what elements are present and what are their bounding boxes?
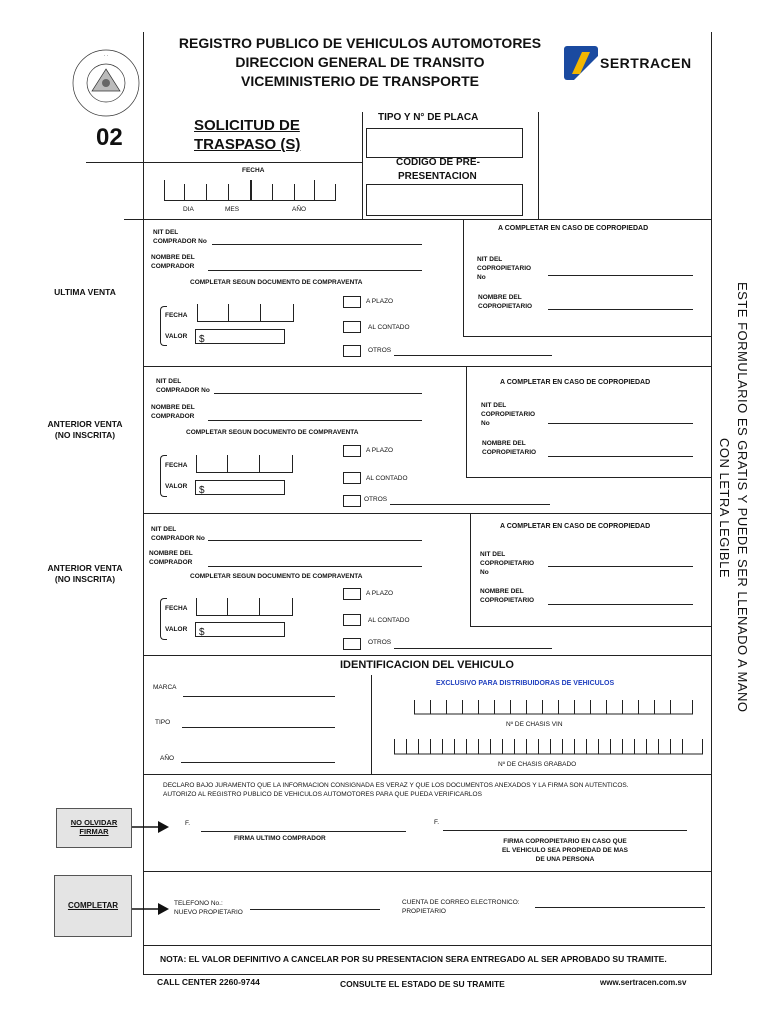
chasis-grabado-input[interactable] bbox=[394, 737, 704, 757]
consulte-tramite-text: CONSULTE EL ESTADO DE SU TRAMITE bbox=[340, 979, 505, 989]
section-2-fecha-input[interactable] bbox=[196, 455, 293, 473]
marca-label: MARCA bbox=[153, 684, 177, 691]
section-3-otros-checkbox[interactable] bbox=[343, 638, 361, 650]
placa-input[interactable] bbox=[366, 128, 523, 158]
section-1-coprop-nit-label: NIT DEL COPROPIETARIO No bbox=[477, 256, 532, 281]
header-line-1: REGISTRO PUBLICO DE VEHICULOS AUTOMOTORES bbox=[178, 35, 542, 51]
section-3-completar-note: COMPLETAR SEGUN DOCUMENTO DE COMPRAVENTA bbox=[190, 573, 363, 580]
form-title-line-1: SOLICITUD DE bbox=[194, 117, 300, 134]
section-3-valor-input[interactable] bbox=[195, 622, 285, 637]
section-3-coprop-bottom-border bbox=[470, 626, 712, 627]
header-line-3: VICEMINISTERIO DE TRANSPORTE bbox=[240, 73, 480, 89]
nota-text: NOTA: EL VALOR DEFINITIVO A CANCELAR POR SU PRESENTACION SERA ENTREGADO AL SER APROBADO SU TRAMITE. bbox=[160, 954, 667, 964]
exclusivo-distribuidoras-note: EXCLUSIVO PARA DISTRIBUIDORAS DE VEHICULOS bbox=[436, 680, 615, 687]
vehiculo-ano-input[interactable] bbox=[181, 762, 335, 763]
section-3-fecha-label: FECHA bbox=[165, 605, 188, 612]
arrow-right-icon bbox=[132, 820, 170, 834]
firma-coprop-label: FIRMA COPROPIETARIO EN CASO QUE EL VEHICULO SEA PROPIEDAD DE MAS DE UNA PERSONA bbox=[501, 838, 629, 863]
vertical-note-line-2: CON LETRA LEGIBLE bbox=[717, 438, 732, 578]
sertracen-logo-icon bbox=[564, 46, 598, 80]
section-2-dollar-sign: $ bbox=[199, 485, 205, 496]
firmas-bottom-divider bbox=[143, 871, 712, 872]
firma-coprop-f-marker: F. bbox=[434, 819, 440, 826]
arrow-right-icon bbox=[132, 902, 170, 916]
section-3-coprop-nombre-input[interactable] bbox=[548, 604, 693, 605]
fecha-mes-label: MES bbox=[225, 206, 240, 213]
section-2-coprop-title: A COMPLETAR EN CASO DE COPROPIEDAD bbox=[500, 379, 651, 386]
section-3-nombre-label: NOMBRE DEL COMPRADOR bbox=[149, 550, 193, 566]
sertracen-brand-name: SERTRACEN bbox=[600, 55, 692, 71]
section-3-bottom-divider bbox=[143, 655, 712, 656]
svg-text:· ·: · · bbox=[103, 54, 109, 59]
section-3-contado-checkbox[interactable] bbox=[343, 614, 361, 626]
section-3-plazo-checkbox[interactable] bbox=[343, 588, 361, 600]
section-1-contado-label: AL CONTADO bbox=[368, 324, 410, 331]
form-title-line-2: TRASPASO (S) bbox=[194, 136, 301, 153]
codigo-input[interactable] bbox=[366, 184, 523, 216]
tipo-input[interactable] bbox=[182, 727, 335, 728]
section-3-otros-label: OTROS bbox=[368, 639, 392, 646]
section-2-coprop-nombre-label: NOMBRE DEL COPROPIETARIO bbox=[482, 440, 537, 456]
frame-bottom bbox=[143, 974, 712, 975]
section-1-coprop-left-border bbox=[463, 219, 464, 337]
section-1-coprop-nit-input[interactable] bbox=[548, 275, 693, 276]
no-olvidar-firmar-reminder: NO OLVIDAR FIRMAR bbox=[56, 808, 132, 848]
section-1-fecha-label: FECHA bbox=[165, 312, 188, 319]
section-3-coprop-title: A COMPLETAR EN CASO DE COPROPIEDAD bbox=[500, 523, 651, 530]
section-3-nombre-input[interactable] bbox=[208, 566, 422, 567]
chasis-grabado-label: Nº DE CHASIS GRABADO bbox=[498, 761, 577, 768]
section-1-valor-label: VALOR bbox=[165, 333, 188, 340]
vertical-note bbox=[717, 282, 760, 752]
national-seal-icon bbox=[68, 45, 144, 121]
header-line-2: DIRECCION GENERAL DE TRANSITO bbox=[235, 54, 485, 70]
section-2-otros-checkbox[interactable] bbox=[343, 495, 361, 507]
firma-comprador-f-marker: F. bbox=[185, 820, 191, 827]
section-2-nit-input[interactable] bbox=[214, 393, 422, 394]
tipo-label: TIPO bbox=[155, 719, 171, 726]
chasis-vin-label: Nº DE CHASIS VIN bbox=[506, 721, 563, 728]
section-3-nit-label: NIT DEL COMPRADOR No bbox=[151, 526, 205, 542]
declaracion-text: DECLARO BAJO JURAMENTO QUE LA INFORMACION CONSIGNADA ES VERAZ Y QUE LOS DOCUMENTOS ANEXADOS Y LA FIRMA SON AUTENTICOS. AUTORIZO AL REGISTRO PUBLICO DE VEHICULOS AUTOMOTORES PARA QUE PUEDA VERIFICARLOS bbox=[163, 782, 629, 798]
fecha-label: FECHA bbox=[242, 167, 265, 174]
chasis-vin-input[interactable] bbox=[414, 698, 694, 718]
codigo-label-line-1: CODIGO DE PRE- bbox=[396, 157, 480, 168]
section-3-otros-input[interactable] bbox=[394, 648, 552, 649]
section-3-contado-label: AL CONTADO bbox=[368, 617, 410, 624]
section-1-nombre-label: NOMBRE DEL COMPRADOR bbox=[151, 254, 195, 270]
section-1-otros-label: OTROS bbox=[368, 347, 392, 354]
section-1-otros-checkbox[interactable] bbox=[343, 345, 361, 357]
section-1-otros-input[interactable] bbox=[394, 355, 552, 356]
section-1-nit-label: NIT DEL COMPRADOR No bbox=[153, 229, 207, 245]
completar-reminder: COMPLETAR bbox=[54, 875, 132, 937]
section-2-nit-label: NIT DEL COMPRADOR No bbox=[156, 378, 210, 394]
telefono-input[interactable] bbox=[250, 909, 380, 910]
correo-label: CUENTA DE CORREO ELECTRONICO: PROPIETARIO bbox=[402, 899, 520, 915]
section-1-coprop-bottom-border bbox=[463, 336, 712, 337]
section-2-fecha-label: FECHA bbox=[165, 462, 188, 469]
vertical-note-line-1: ESTE FORMULARIO ES GRATIS Y PUEDE SER LLENADO A MANO bbox=[735, 282, 750, 713]
section-2-valor-label: VALOR bbox=[165, 483, 188, 490]
call-center-text: CALL CENTER 2260-9744 bbox=[157, 977, 260, 987]
section-3-coprop-nombre-label: NOMBRE DEL COPROPIETARIO bbox=[480, 588, 535, 604]
contacto-bottom-divider bbox=[143, 945, 712, 946]
correo-input[interactable] bbox=[535, 907, 705, 908]
fecha-ano-label: AÑO bbox=[292, 206, 307, 213]
firma-comprador-label: FIRMA ULTIMO COMPRADOR bbox=[234, 835, 326, 842]
section-2-contado-checkbox[interactable] bbox=[343, 472, 361, 484]
vehiculo-title: IDENTIFICACION DEL VEHICULO bbox=[340, 659, 514, 671]
section-3-valor-label: VALOR bbox=[165, 626, 188, 633]
section-3-dollar-sign: $ bbox=[199, 627, 205, 638]
section-2-nombre-input[interactable] bbox=[208, 420, 422, 421]
marca-input[interactable] bbox=[183, 696, 335, 697]
section-2-coprop-nit-label: NIT DEL COPROPIETARIO No bbox=[481, 402, 536, 427]
section-1-plazo-checkbox[interactable] bbox=[343, 296, 361, 308]
telefono-label: TELEFONO No.: NUEVO PROPIETARIO bbox=[174, 900, 243, 916]
section-3-coprop-nit-input[interactable] bbox=[548, 566, 693, 567]
section-1-valor-input[interactable] bbox=[195, 329, 285, 344]
fecha-dia-label: DIA bbox=[183, 206, 194, 213]
section-2-plazo-label: A PLAZO bbox=[366, 447, 394, 454]
section-1-coprop-nombre-input[interactable] bbox=[548, 309, 693, 310]
section-1-dollar-sign: $ bbox=[199, 334, 205, 345]
section-3-fecha-input[interactable] bbox=[196, 598, 293, 616]
section-2-otros-input[interactable] bbox=[390, 504, 550, 505]
section-2-bottom-divider bbox=[143, 513, 712, 514]
vehiculo-bottom-divider bbox=[143, 774, 712, 775]
section-3-nit-input[interactable] bbox=[208, 540, 422, 541]
vehiculo-ano-label: AÑO bbox=[160, 755, 175, 762]
section-1-side-label: ULTIMA VENTA bbox=[54, 287, 116, 297]
right-column-divider bbox=[538, 112, 539, 220]
section-3-side-label: ANTERIOR VENTA (NO INSCRITA) bbox=[47, 563, 123, 584]
section-2-plazo-checkbox[interactable] bbox=[343, 445, 361, 457]
section-2-contado-label: AL CONTADO bbox=[366, 475, 408, 482]
frame-right bbox=[711, 32, 712, 974]
form-number: 02 bbox=[96, 124, 123, 151]
section-2-coprop-bottom-border bbox=[466, 477, 712, 478]
firma-coprop-input[interactable] bbox=[443, 830, 687, 831]
section-1-coprop-title: A COMPLETAR EN CASO DE COPROPIEDAD bbox=[498, 225, 649, 232]
section-2-coprop-left-border bbox=[466, 366, 467, 478]
section-2-valor-input[interactable] bbox=[195, 480, 285, 495]
top-section-divider bbox=[124, 219, 712, 220]
placa-label: TIPO Y N° DE PLACA bbox=[378, 112, 479, 123]
website-url: www.sertracen.com.sv bbox=[600, 978, 687, 987]
section-3-plazo-label: A PLAZO bbox=[366, 590, 394, 597]
firma-comprador-input[interactable] bbox=[201, 831, 406, 832]
section-1-coprop-nombre-label: NOMBRE DEL COPROPIETARIO bbox=[478, 294, 533, 310]
section-1-fecha-input[interactable] bbox=[197, 304, 294, 322]
section-2-completar-note: COMPLETAR SEGUN DOCUMENTO DE COMPRAVENTA bbox=[186, 429, 359, 436]
section-2-side-label: ANTERIOR VENTA (NO INSCRITA) bbox=[47, 419, 123, 440]
fecha-input[interactable] bbox=[164, 180, 336, 200]
section-1-plazo-label: A PLAZO bbox=[366, 298, 394, 305]
codigo-label-line-2: PRESENTACION bbox=[398, 171, 477, 182]
header-divider bbox=[86, 162, 362, 163]
section-1-nombre-input[interactable] bbox=[208, 270, 422, 271]
placa-column-divider bbox=[362, 112, 363, 220]
section-1-nit-input[interactable] bbox=[212, 244, 422, 245]
section-3-coprop-nit-label: NIT DEL COPROPIETARIO No bbox=[480, 551, 535, 576]
section-2-nombre-label: NOMBRE DEL COMPRADOR bbox=[151, 404, 195, 420]
section-1-completar-note: COMPLETAR SEGUN DOCUMENTO DE COMPRAVENTA bbox=[190, 279, 363, 286]
section-1-bottom-divider bbox=[143, 366, 712, 367]
section-1-contado-checkbox[interactable] bbox=[343, 321, 361, 333]
section-2-otros-label: OTROS bbox=[364, 496, 388, 503]
section-2-coprop-nombre-input[interactable] bbox=[548, 456, 693, 457]
vehiculo-column-divider bbox=[371, 675, 372, 775]
section-2-coprop-nit-input[interactable] bbox=[548, 423, 693, 424]
section-3-coprop-left-border bbox=[470, 513, 471, 627]
